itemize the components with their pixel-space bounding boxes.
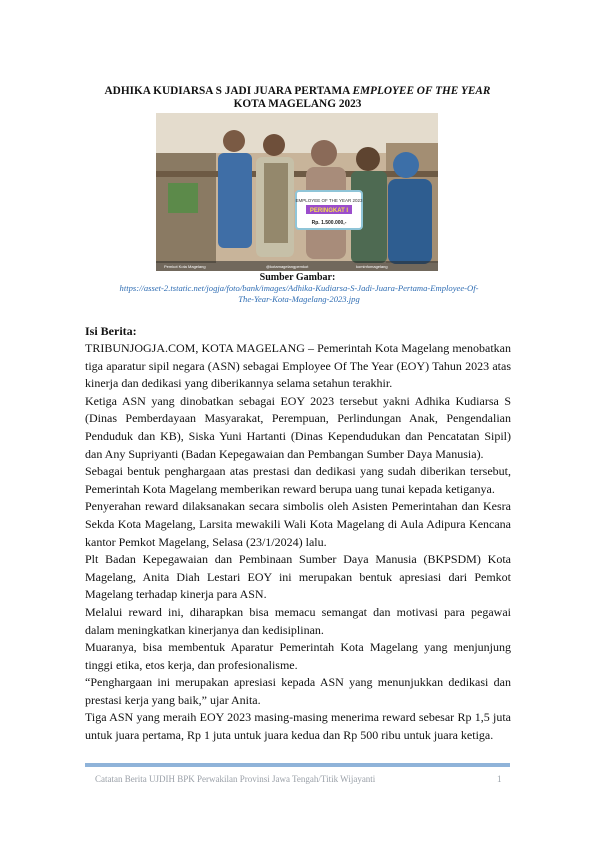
paragraph: Melalui reward ini, diharapkan bisa memacu semangat dan motivasi para pegawai dalam meningkatkan kinerjanya dan kedisiplinan. — [85, 604, 511, 637]
image-source-url-line2[interactable]: The-Year-Kota-Magelang-2023.jpg — [238, 294, 360, 304]
paragraph: Sebagai bentuk penghargaan atas prestasi dan dedikasi yang sudah diberikan tersebut, Pemerintah Kota Magelang memberikan reward berupa uang tunai kepada ketiganya. — [85, 464, 511, 496]
watermark-left: Pemkot Kota Magelang — [164, 264, 206, 269]
title-italic: EMPLOYEE OF THE YEAR — [352, 85, 491, 97]
title-line2: KOTA MAGELANG 2023 — [233, 98, 362, 110]
news-photo — [156, 113, 438, 271]
footer-text: Catatan Berita UJDIH BPK Perwakilan Provinsi Jawa Tengah/Titik Wijayanti — [95, 774, 376, 784]
image-source-link[interactable] — [84, 283, 514, 305]
article-body — [85, 340, 511, 745]
image-source-label: Sumber Gambar: — [259, 272, 336, 283]
watermark-mid: @kotamagelangpemkot — [266, 264, 309, 269]
paragraph: Tiga ASN yang meraih EOY 2023 masing-masing menerima reward sebesar Rp 1,5 juta untuk juara pertama, Rp 1 juta untuk juara kedua dan Rp 500 ribu untuk juara ketiga. — [85, 710, 511, 743]
paragraph: Ketiga ASN yang dinobatkan sebagai EOY 2023 tersebut yakni Adhika Kudiarsa S (Dinas Pemberdayaan Masyarakat, Perempuan, Perlindungan Anak, Pengendalian Penduduk dan KB), Siska Yuni Hartanti (Dinas Kependudukan dan Pencatatan Sipil) dan Any Supriyanti (Badan Kepegawaian dan Pembangan Sumber Daya Manusia). — [85, 393, 511, 461]
banner-amount: Rp. 1.500.000,- — [311, 220, 347, 226]
watermark-right: kominfomagelang — [356, 264, 388, 269]
news-photo-illustration — [156, 113, 438, 271]
section-heading: Isi Berita: — [85, 324, 137, 338]
image-source-url-line1[interactable]: https://asset-2.tstatic.net/jogja/foto/bank/images/Adhika-Kudiarsa-S-Jadi-Juara-Pertama-Employee-Of- — [119, 283, 479, 293]
banner-line1: EMPLOYEE OF THE YEAR 2023 — [295, 198, 363, 203]
banner-line2: PERINGKAT I — [309, 208, 349, 214]
page-number: 1 — [497, 774, 502, 784]
footer-divider — [85, 763, 510, 767]
article-title — [60, 85, 535, 111]
paragraph: “Penghargaan ini merupakan apresiasi kepada ASN yang menunjukkan dedikasi dan prestasi kerja yang baik,” ujar Anita. — [85, 675, 511, 707]
title-part1: ADHIKA KUDIARSA S JADI JUARA PERTAMA — [104, 85, 353, 97]
paragraph: TRIBUNJOGJA.COM, KOTA MAGELANG – Pemerintah Kota Magelang menobatkan tiga aparatur sipil negara (ASN) sebagai Employee Of The Year (EOY) Tahun 2023 atas kinerja dan dedikasi yang diberikannya selama setahun terakhir. — [85, 341, 511, 391]
paragraph: Penyerahan reward dilaksanakan secara simbolis oleh Asisten Pemerintahan dan Kesra Sekda Kota Magelang, Larsita mewakili Wali Kota Magelang di Aula Adipura Kencana kantor Pemkot Magelang, Selasa (23/1/2024) lalu. — [85, 499, 511, 549]
paragraph: Plt Badan Kepegawaian dan Pembinaan Sumber Daya Manusia (BKPSDM) Kota Magelang, Anita Diah Lestari EOY ini merupakan bentuk apresiasi dari Pemkot Magelang terhadap kinerja para ASN. — [85, 552, 511, 602]
paragraph: Muaranya, bisa membentuk Aparatur Pemerintah Kota Magelang yang menjunjung tinggi etika, etos kerja, dan profesionalisme. — [85, 640, 511, 672]
